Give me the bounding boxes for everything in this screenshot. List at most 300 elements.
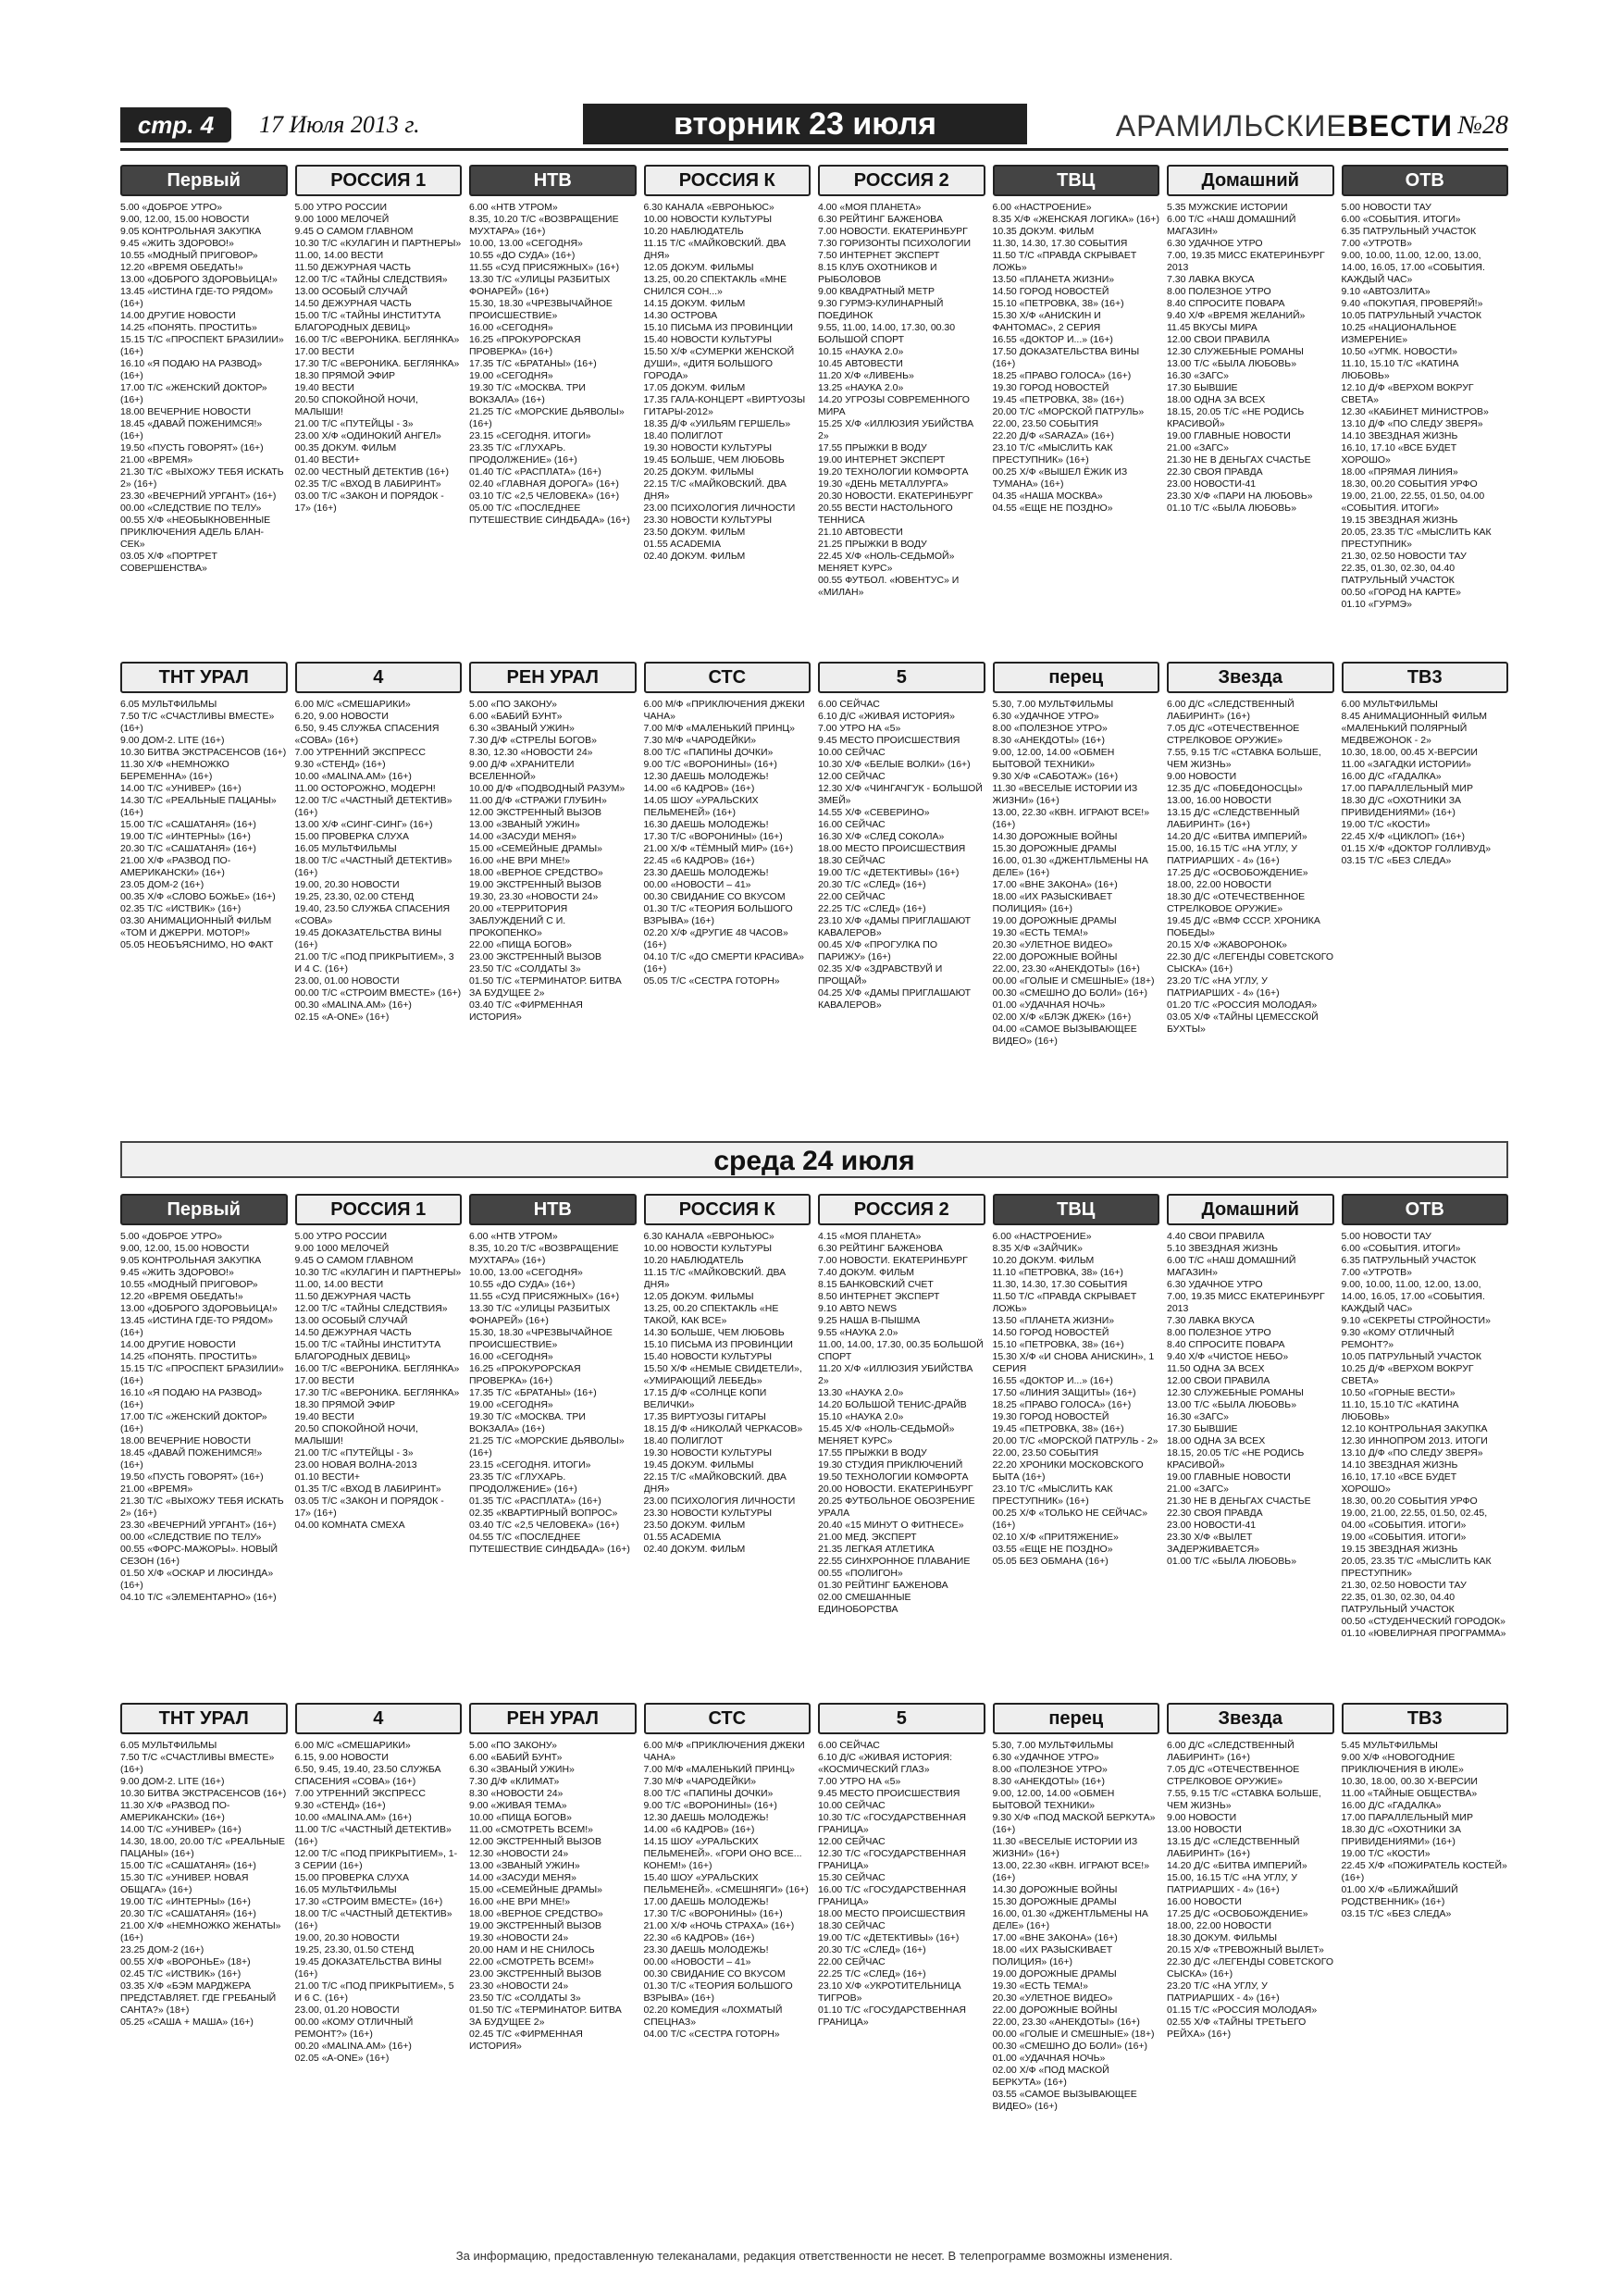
program-item: 17.30 БЫВШИЕ [1167, 382, 1238, 393]
schedule-list [120, 1231, 288, 1604]
program-item: 7.30 ЛАВКА ВКУСА [1167, 274, 1255, 285]
program-item: 21.30 Т/С «ВЫХОЖУ ТЕБЯ ИСКАТЬ 2» (16+) [120, 1496, 284, 1519]
program-item: 00.55 Х/Ф «НЕОБЫКНОВЕННЫЕ ПРИКЛЮЧЕНИЯ АДЕЛЬ БЛАН-СЕК» [120, 515, 271, 550]
program-item: 12.00 Т/С «ЧАСТНЫЙ ДЕТЕКТИВ» (16+) [294, 795, 452, 818]
program-item: 16.05 МУЛЬТФИЛЬМЫ [294, 1884, 397, 1895]
program-item: 14.50 ДЕЖУРНАЯ ЧАСТЬ [294, 298, 412, 309]
program-item: 11.00 ОСТОРОЖНО, МОДЕРН! [294, 783, 436, 794]
program-item: 16.05 МУЛЬТФИЛЬМЫ [294, 843, 397, 854]
program-item: 19.00, 21.00, 22.55, 01.50, 04.00 «СОБЫТИЯ. ИТОГИ» [1341, 490, 1485, 514]
program-item: 13.45 «ИСТИНА ГДЕ-ТО РЯДОМ» (16+) [120, 286, 274, 309]
program-item: 11.50 ОДНА ЗА ВСЕХ [1167, 1363, 1265, 1374]
program-item: 10.30 Х/Ф «БЕЛЫЕ ВОЛКИ» (16+) [818, 759, 971, 770]
program-item: 9.00 ДОМ-2. LITE (16+) [120, 1776, 225, 1787]
program-item: 16.55 «ДОКТОР И...» (16+) [992, 1375, 1113, 1386]
program-item: 5.10 ЗВЕЗДНАЯ ЖИЗНЬ [1167, 1243, 1279, 1254]
program-item: 18.00 ВЕЧЕРНИЕ НОВОСТИ [120, 1435, 252, 1446]
schedule-list [993, 699, 1160, 1048]
program-item: 10.55 «ДО СУДА» (16+) [469, 1279, 576, 1290]
program-item: 19.25, 23.30, 01.50 СТЕНД [294, 1944, 415, 1955]
program-item: 02.40 ДОКУМ. ФИЛЬМ [643, 1544, 746, 1555]
program-item: 11.30 «ВЕСЕЛЫЕ ИСТОРИИ ИЗ ЖИЗНИ» (16+) [992, 1836, 1138, 1859]
program-item: 17.30 Т/С «ВЕРОНИКА. БЕГЛЯНКА» [294, 358, 460, 369]
program-item: 12.05 ДОКУМ. ФИЛЬМЫ [643, 262, 754, 273]
program-item: 13.00 НОВОСТИ [1167, 1824, 1242, 1835]
program-item: 9.00 НОВОСТИ [1167, 771, 1237, 782]
program-item: 8.30 «НОВОСТИ 24» [469, 1788, 564, 1799]
program-item: 18.00 «ИХ РАЗЫСКИВАЕТ ПОЛИЦИЯ» (16+) [992, 891, 1113, 914]
program-item: 02.45 Т/С «ИСТВИК» (16+) [120, 1968, 242, 1980]
program-item: 22.25 Т/С «СЛЕД» (16+) [818, 903, 926, 914]
program-item: 9.00 «ЖИВАЯ ТЕМА» [469, 1800, 567, 1811]
program-item: 22.35, 01.30, 02.30, 04.40 ПАТРУЛЬНЫЙ УЧАСТОК [1341, 563, 1456, 586]
program-item: 21.00 «ВРЕМЯ» [120, 1483, 193, 1495]
program-item: 19.30 «ЕСТЬ ТЕМА!» [992, 927, 1088, 938]
program-item: 5.45 МУЛЬТФИЛЬМЫ [1341, 1740, 1438, 1751]
program-item: 10.30 БИТВА ЭКСТРАСЕНСОВ (16+) [120, 1788, 287, 1799]
channel-logo: РЕН УРАЛ [469, 1703, 637, 1734]
program-item: 23.35 Т/С «ГЛУХАРЬ. ПРОДОЛЖЕНИЕ» (16+) [469, 442, 577, 465]
program-item: 15.00 ПРОВЕРКА СЛУХА [294, 831, 410, 842]
program-item: 01.10 Т/С «ГОСУДАРСТВЕННАЯ ГРАНИЦА» [818, 2004, 966, 2028]
issue-number: №28 [1457, 111, 1508, 140]
program-item: 18.00 ОДНА ЗА ВСЕХ [1167, 1435, 1266, 1446]
program-item: 18.00 МЕСТО ПРОИСШЕСТВИЯ [818, 1908, 966, 1919]
program-item: 15.10 «ПЕТРОВКА, 38» (16+) [992, 1339, 1124, 1350]
wednesday-regional-channels [120, 1703, 1508, 2235]
program-item: 20.40 «15 МИНУТ О ФИТНЕСЕ» [818, 1520, 964, 1531]
program-item: 22.45 Х/Ф «ЦИКЛОП» (16+) [1341, 831, 1465, 842]
program-item: 19.00 ДОРОЖНЫЕ ДРАМЫ [992, 1968, 1117, 1980]
program-item: 13.00 ОСОБЫЙ СЛУЧАЙ [294, 286, 408, 297]
program-item: 19.30 СТУДИЯ ПРИКЛЮЧЕНИЙ [818, 1459, 963, 1471]
program-item: 6.35 ПАТРУЛЬНЫЙ УЧАСТОК [1341, 1255, 1477, 1266]
program-item: 00.25 Х/Ф «ВЫШЕЛ ЁЖИК ИЗ ТУМАНА» (16+) [992, 466, 1128, 490]
program-item: 02.35 «КВАРТИРНЫЙ ВОПРОС» [469, 1508, 618, 1519]
program-item: 19.30, 23.30 «НОВОСТИ 24» [469, 891, 599, 902]
program-item: 21.00 Х/Ф «НЕМНОЖКО ЖЕНАТЫ» (16+) [120, 1920, 281, 1943]
channel-logo: РОССИЯ 1 [295, 165, 463, 196]
program-item: 17.00 Т/С «ЖЕНСКИЙ ДОКТОР» (16+) [120, 382, 267, 405]
program-item: 15.00 «СЕМЕЙНЫЕ ДРАМЫ» [469, 843, 603, 854]
channel-logo: 5 [818, 662, 985, 693]
program-item: 21.30 Т/С «ВЫХОЖУ ТЕБЯ ИСКАТЬ 2» (16+) [120, 466, 284, 490]
schedule-list [818, 1231, 985, 1616]
program-item: 23.30 «ВЕЧЕРНИЙ УРГАНТ» (16+) [120, 1520, 277, 1531]
program-item: 9.45 О САМОМ ГЛАВНОМ [294, 1255, 414, 1266]
program-item: 04.00 КОМНАТА СМЕХА [294, 1520, 405, 1531]
program-item: 19.00 ИНТЕРНЕТ ЭКСПЕРТ [818, 454, 946, 465]
program-item: 19.00 Т/С «ИНТЕРНЫ» (16+) [120, 1896, 251, 1907]
program-item: 6.00 М/С «СМЕШАРИКИ» [294, 699, 411, 710]
channel-column [644, 165, 812, 651]
program-item: 01.40 ВЕСТИ+ [294, 454, 361, 465]
program-item: 04.00 Т/С «СЕСТРА ГОТОРН» [643, 2029, 780, 2040]
program-item: 01.15 Т/С «РОССИЯ МОЛОДАЯ» [1167, 2004, 1318, 2016]
program-item: 19.00 Т/С «ДЕТЕКТИВЫ» (16+) [818, 1932, 960, 1943]
program-item: 15.40 НОВОСТИ КУЛЬТУРЫ [643, 334, 773, 345]
program-item: 10.50 «УГМК. НОВОСТИ» [1341, 346, 1457, 357]
program-item: 19.15 ЗВЕЗДНАЯ ЖИЗНЬ [1341, 515, 1458, 526]
program-item: 10.45 АВТОВЕСТИ [818, 358, 903, 369]
program-item: 22.30 «6 КАДРОВ» (16+) [643, 1932, 755, 1943]
program-item: 23.10 Х/Ф «УКРОТИТЕЛЬНИЦА ТИГРОВ» [818, 1980, 961, 2004]
program-item: 21.00 «ВРЕМЯ» [120, 454, 193, 465]
program-item: 22.00 ДОРОЖНЫЕ ВОЙНЫ [992, 951, 1118, 962]
program-item: 18.00 «ВЕРНОЕ СРЕДСТВО» [469, 1908, 603, 1919]
program-item: 15.30, 18.30 «ЧРЕЗВЫЧАЙНОЕ ПРОИСШЕСТВИЕ» [469, 298, 613, 321]
program-item: 22.20 Д/Ф «SARAZA» (16+) [992, 430, 1115, 441]
program-item: 17.55 ПРЫЖКИ В ВОДУ [818, 1447, 927, 1458]
schedule-list [120, 202, 288, 575]
program-item: 13.30 Т/С «УЛИЦЫ РАЗБИТЫХ ФОНАРЕЙ» (16+) [469, 274, 611, 297]
program-item: 9.00, 12.00, 15.00 НОВОСТИ [120, 1243, 250, 1254]
program-item: 01.35 Т/С «ВХОД В ЛАБИРИНТ» [294, 1483, 441, 1495]
program-item: 23.00, 01.00 НОВОСТИ [294, 975, 400, 987]
program-item: 12.30 СЛУЖЕБНЫЕ РОМАНЫ [1167, 1387, 1304, 1398]
program-item: 21.00 Т/С «ПОД ПРИКРЫТИЕМ», 3 И 4 С. (16+) [294, 951, 454, 974]
program-item: 02.00 ЧЕСТНЫЙ ДЕТЕКТИВ (16+) [294, 466, 450, 478]
program-item: 19.00 Т/С «ИНТЕРНЫ» (16+) [120, 831, 251, 842]
program-item: 6.00 МУЛЬТФИЛЬМЫ [1341, 699, 1438, 710]
program-item: 05.05 НЕОБЪЯСНИМО, НО ФАКТ [120, 939, 274, 950]
program-item: 20.25 ФУТБОЛЬНОЕ ОБОЗРЕНИЕ УРАЛА [818, 1496, 975, 1519]
program-item: 02.55 Х/Ф «ТАЙНЫ ТРЕТЬЕГО РЕЙХА» (16+) [1167, 2017, 1307, 2040]
tuesday-main-channels [120, 165, 1508, 651]
program-item: 6.00 М/Ф «ПРИКЛЮЧЕНИЯ ДЖЕКИ ЧАНА» [643, 1740, 805, 1763]
channel-column [1167, 662, 1334, 1129]
program-item: 00.00 «СЛЕДСТВИЕ ПО ТЕЛУ» [120, 503, 262, 514]
channel-column [120, 1194, 288, 1694]
program-item: 14.00 Т/С «УНИВЕР» (16+) [120, 783, 242, 794]
schedule-list [993, 1231, 1160, 1568]
program-item: 18.30 Д/С «ОХОТНИКИ ЗА ПРИВИДЕНИЯМИ» (16+) [1341, 795, 1462, 818]
program-item: 19.45 БОЛЬШЕ, ЧЕМ ЛЮБОВЬ [643, 454, 785, 465]
program-item: 19.30 «ДЕНЬ МЕТАЛЛУРГА» [818, 478, 948, 490]
program-item: 8.15 БАНКОВСКИЙ СЧЕТ [818, 1279, 934, 1290]
program-item: 14.00 Т/С «УНИВЕР» (16+) [120, 1824, 242, 1835]
program-item: 8.00 Т/С «ПАПИНЫ ДОЧКИ» [643, 1788, 774, 1799]
channel-logo: Звезда [1167, 1703, 1334, 1734]
program-item: 00.00 Т/С «СТРОИМ ВМЕСТЕ» (16+) [294, 987, 462, 999]
program-item: 02.15 «A-ONE» (16+) [294, 1011, 390, 1023]
program-item: 6.00 Д/С «СЛЕДСТВЕННЫЙ ЛАБИРИНТ» (16+) [1167, 1740, 1295, 1763]
program-item: 12.00 СЕЙЧАС [818, 771, 886, 782]
channel-column [993, 165, 1160, 651]
program-item: 6.00 «НТВ УТРОМ» [469, 202, 558, 213]
channel-logo: ТНТ УРАЛ [120, 662, 288, 693]
program-item: 12.10 Д/Ф «ВЕРХОМ ВОКРУГ СВЕТА» [1341, 382, 1474, 405]
channel-column [1342, 165, 1509, 651]
program-item: 18.00 «ПРЯМАЯ ЛИНИЯ» [1341, 466, 1458, 478]
program-item: 5.00 «ДОБРОЕ УТРО» [120, 202, 223, 213]
schedule-list [120, 699, 288, 951]
program-item: 21.00 МЕД. ЭКСПЕРТ [818, 1532, 917, 1543]
program-item: 19.40, 23.50 СЛУЖБА СПАСЕНИЯ «СОВА» [294, 903, 451, 926]
program-item: 10.55 «МОДНЫЙ ПРИГОВОР» [120, 250, 258, 261]
program-item: 16.00 «НЕ ВРИ МНЕ!» [469, 1896, 571, 1907]
program-item: 17.00 Т/С «ЖЕНСКИЙ ДОКТОР» (16+) [120, 1411, 267, 1434]
program-item: 11.30, 14.30, 17.30 СОБЫТИЯ [992, 1279, 1128, 1290]
program-item: 00.55 «ПОЛИГОН» [818, 1568, 903, 1579]
program-item: 02.20 КОМЕДИЯ «ЛОХМАТЫЙ СПЕЦНАЗ» [643, 2004, 783, 2028]
program-item: 03.40 Т/С «2,5 ЧЕЛОВЕКА» (16+) [469, 1520, 620, 1531]
program-item: 23.30 Х/Ф «ВЫЛЕТ ЗАДЕРЖИВАЕТСЯ» [1167, 1532, 1260, 1555]
program-item: 9.40 Х/Ф «ВРЕМЯ ЖЕЛАНИЙ» [1167, 310, 1306, 321]
program-item: 11.50 Т/С «ПРАВДА СКРЫВАЕТ ЛОЖЬ» [992, 250, 1137, 273]
program-item: 14.05 ШОУ «УРАЛЬСКИХ ПЕЛЬМЕНЕЙ» (16+) [643, 795, 759, 818]
channel-column [1167, 165, 1334, 651]
program-item: 03.30 АНИМАЦИОННЫЙ ФИЛЬМ «ТОМ И ДЖЕРРИ. МОТОР!» [120, 915, 272, 938]
program-item: 18.30, 00.20 СОБЫТИЯ УРФО [1341, 1496, 1478, 1507]
channel-column [469, 165, 637, 651]
schedule-list [469, 202, 637, 527]
channel-column [818, 165, 985, 651]
program-item: 13.00 «ДОБРОГО ЗДОРОВЬИЦА!» [120, 1303, 278, 1314]
channel-logo: РОССИЯ 2 [818, 1194, 985, 1225]
program-item: 15.00 Т/С «САШАТАНЯ» (16+) [120, 819, 256, 830]
program-item: 01.30 Т/С «ТЕОРИЯ БОЛЬШОГО ВЗРЫВА» (16+) [643, 1980, 793, 2004]
program-item: 14.50 ГОРОД НОВОСТЕЙ [992, 1327, 1109, 1338]
program-item: 11.10 «ПЕТРОВКА, 38» (16+) [992, 1267, 1123, 1278]
program-item: 14.25 «ПОНЯТЬ. ПРОСТИТЬ» [120, 322, 257, 333]
program-item: 22.15 Т/С «МАЙКОВСКИЙ. ДВА ДНЯ» [643, 478, 787, 502]
day-title-wednesday: среда 24 июля [120, 1141, 1508, 1178]
program-item: 23.05 ДОМ-2 (16+) [120, 879, 204, 890]
program-item: 11.00 «ЗАГАДКИ ИСТОРИИ» [1341, 759, 1471, 770]
channel-logo: Звезда [1167, 662, 1334, 693]
program-item: 13.00, 22.30 «КВН. ИГРАЮТ ВСЕ!» (16+) [992, 1860, 1150, 1883]
program-item: 10.55 «МОДНЫЙ ПРИГОВОР» [120, 1279, 258, 1290]
channel-column [120, 1703, 288, 2235]
program-item: 10.00 НОВОСТИ КУЛЬТУРЫ [643, 214, 773, 225]
program-item: 21.00 Т/С «ПОД ПРИКРЫТИЕМ», 5 И 6 С. (16+) [294, 1980, 454, 2004]
program-item: 22.20 ХРОНИКИ МОСКОВСКОГО БЫТА (16+) [992, 1459, 1144, 1483]
program-item: 20.30 «УЛЕТНОЕ ВИДЕО» [992, 1992, 1113, 2004]
channel-column [993, 1703, 1160, 2235]
channel-logo: РОССИЯ К [644, 165, 812, 196]
program-item: 11.10, 15.10 Т/С «КАТИНА ЛЮБОВЬ» [1341, 1399, 1459, 1422]
program-item: 18.00 МЕСТО ПРОИСШЕСТВИЯ [818, 843, 966, 854]
program-item: 16.25 «ПРОКУРОРСКАЯ ПРОВЕРКА» (16+) [469, 1363, 581, 1386]
program-item: 14.55 Х/Ф «СЕВЕРИНО» [818, 807, 930, 818]
program-item: 15.30 Т/С «УНИВЕР. НОВАЯ ОБЩАГА» (16+) [120, 1872, 249, 1895]
program-item: 15.10 «ПЕТРОВКА, 38» (16+) [992, 298, 1124, 309]
channel-column [295, 662, 463, 1129]
program-item: 00.55 ФУТБОЛ. «ЮВЕНТУС» И «МИЛАН» [818, 575, 960, 598]
program-item: 13.00 Х/Ф «СИНГ-СИНГ» (16+) [294, 819, 433, 830]
program-item: 16.30 «ЗАГС» [1167, 370, 1230, 381]
program-item: 18.15, 20.05 Т/С «НЕ РОДИСЬ КРАСИВОЙ» [1167, 1447, 1305, 1471]
program-item: 02.40 ДОКУМ. ФИЛЬМ [643, 551, 746, 562]
program-item: 22.00, 23.50 СОБЫТИЯ [992, 1447, 1099, 1458]
program-item: 10.00 Д/Ф «ПОДВОДНЫЙ РАЗУМ» [469, 783, 626, 794]
program-item: 17.55 ПРЫЖКИ В ВОДУ [818, 442, 927, 453]
program-item: 12.00 ЭКСТРЕННЫЙ ВЫЗОВ [469, 807, 602, 818]
schedule-list [469, 699, 637, 1024]
program-item: 12.00 Т/С «ТАЙНЫ СЛЕДСТВИЯ» [294, 274, 448, 285]
schedule-list [469, 1740, 637, 2053]
program-item: 18.30 СЕЙЧАС [818, 1920, 886, 1931]
channel-logo: ТВ3 [1342, 662, 1509, 693]
program-item: 10.25 Д/Ф «ВЕРХОМ ВОКРУГ СВЕТА» [1341, 1363, 1474, 1386]
program-item: 23.30 ДАЕШЬ МОЛОДЕЖЬ! [643, 867, 769, 878]
program-item: 11.30 Х/Ф «НЕМНОЖКО БЕРЕМЕННА» (16+) [120, 759, 229, 782]
program-item: 13.10 Д/Ф «ПО СЛЕДУ ЗВЕРЯ» [1341, 1447, 1483, 1458]
schedule-list [818, 1740, 985, 2029]
program-item: 19.45 «ПЕТРОВКА, 38» (16+) [992, 1423, 1124, 1434]
program-item: 22.00 ДОРОЖНЫЕ ВОЙНЫ [992, 2004, 1118, 2016]
program-item: 21.00 «ЗАГС» [1167, 442, 1230, 453]
program-item: 15.00 Т/С «САШАТАНЯ» (16+) [120, 1860, 256, 1871]
program-item: 00.25 Х/Ф «ТОЛЬКО НЕ СЕЙЧАС» (16+) [992, 1508, 1148, 1531]
program-item: 7.00 НОВОСТИ. ЕКАТЕРИНБУРГ [818, 226, 968, 237]
program-item: 15.30 Х/Ф «И СНОВА АНИСКИН», 1 СЕРИЯ [992, 1351, 1155, 1374]
program-item: 00.50 «ГОРОД НА КАРТЕ» [1341, 587, 1461, 598]
program-item: 15.00 ПРОВЕРКА СЛУХА [294, 1872, 410, 1883]
program-item: 8.35, 10.20 Т/С «ВОЗВРАЩЕНИЕ МУХТАРА» (16+) [469, 1243, 619, 1266]
program-item: 5.00 УТРО РОССИИ [294, 202, 387, 213]
program-item: 13.00 Т/С «БЫЛА ЛЮБОВЬ» [1167, 1399, 1297, 1410]
program-item: 04.55 Т/С «ПОСЛЕДНЕЕ ПУТЕШЕСТВИЕ СИНДБАДА» (16+) [469, 1532, 630, 1555]
program-item: 13.30 «НАУКА 2.0» [818, 1387, 904, 1398]
program-item: 23.00 ПСИХОЛОГИЯ ЛИЧНОСТИ [643, 503, 796, 514]
channel-column [644, 662, 812, 1129]
schedule-list [295, 202, 463, 515]
program-item: 13.15 Д/С «СЛЕДСТВЕННЫЙ ЛАБИРИНТ» (16+) [1167, 807, 1300, 830]
program-item: 13.10 Д/Ф «ПО СЛЕДУ ЗВЕРЯ» [1341, 418, 1483, 429]
program-item: 19.30 Т/С «МОСКВА. ТРИ ВОКЗАЛА» (16+) [469, 382, 586, 405]
channel-column [469, 1194, 637, 1694]
channel-logo: НТВ [469, 1194, 637, 1225]
program-item: 6.00 М/Ф «ПРИКЛЮЧЕНИЯ ДЖЕКИ ЧАНА» [643, 699, 805, 722]
program-item: 22.00, 23.50 СОБЫТИЯ [992, 418, 1099, 429]
channel-logo: перец [993, 1703, 1160, 1734]
program-item: 9.30 ГУРМЭ-КУЛИНАРНЫЙ ПОЕДИНОК [818, 298, 944, 321]
program-item: 00.30 «СМЕШНО ДО БОЛИ» (16+) [992, 987, 1148, 999]
program-item: 6.00 Т/С «НАШ ДОМАШНИЙ МАГАЗИН» [1167, 1255, 1296, 1278]
program-item: 11.00 «СМОТРЕТЬ ВСЕМ!» [469, 1824, 594, 1835]
program-item: 21.30, 02.50 НОВОСТИ ТАУ [1341, 1580, 1467, 1591]
program-item: 11.15 Т/С «МАЙКОВСКИЙ. ДВА ДНЯ» [643, 1267, 787, 1290]
program-item: 23.30 «НОВОСТИ 24» [469, 1980, 569, 1992]
program-item: 18.00 Т/С «ЧАСТНЫЙ ДЕТЕКТИВ» (16+) [294, 1908, 452, 1931]
program-item: 20.30 Т/С «СЛЕД» (16+) [818, 879, 926, 890]
program-item: 9.45 О САМОМ ГЛАВНОМ [294, 226, 414, 237]
program-item: 11.00, 14.00 ВЕСТИ [294, 250, 384, 261]
program-item: 16.00 «НЕ ВРИ МНЕ!» [469, 855, 571, 866]
channel-column [818, 662, 985, 1129]
program-item: 04.00 «САМОЕ ВЫЗЫВАЮЩЕЕ ВИДЕО» (16+) [992, 1024, 1137, 1047]
program-item: 23.10 Т/С «МЫСЛИТЬ КАК ПРЕСТУПНИК» (16+) [992, 1483, 1113, 1507]
program-item: 8.45 АНИМАЦИОННЫЙ ФИЛЬМ «МАЛЕНЬКИЙ ПОЛЯРНЫЙ МЕДВЕЖОНОК - 2» [1341, 711, 1487, 746]
program-item: 18.15, 20.05 Т/С «НЕ РОДИСЬ КРАСИВОЙ» [1167, 406, 1305, 429]
program-item: 10.05 ПАТРУЛЬНЫЙ УЧАСТОК [1341, 1351, 1481, 1362]
program-item: 17.35 ВИРТУОЗЫ ГИТАРЫ [643, 1411, 766, 1422]
program-item: 9.45 «ЖИТЬ ЗДОРОВО!» [120, 238, 234, 249]
issue-date: 17 Июля 2013 г. [259, 111, 420, 138]
program-item: 20.25 ДОКУМ. ФИЛЬМЫ [643, 466, 754, 478]
channel-logo: ОТВ [1342, 1194, 1509, 1225]
channel-column [1342, 662, 1509, 1129]
program-item: 9.00, 12.00, 14.00 «ОБМЕН БЫТОВОЙ ТЕХНИКИ» [992, 747, 1115, 770]
program-item: 14.30 ДОРОЖНЫЕ ВОЙНЫ [992, 831, 1118, 842]
program-item: 8.15 КЛУБ ОХОТНИКОВ И РЫБОЛОВОВ [818, 262, 937, 285]
program-item: 8.40 СПРОСИТЕ ПОВАРА [1167, 1339, 1285, 1350]
program-item: 16.00 Т/С «ВЕРОНИКА. БЕГЛЯНКА» [294, 334, 460, 345]
program-item: 19.25, 23.30, 02.00 СТЕНД [294, 891, 415, 902]
program-item: 21.30 НЕ В ДЕНЬГАХ СЧАСТЬЕ [1167, 1496, 1311, 1507]
program-item: 22.00 СЕЙЧАС [818, 1956, 886, 1967]
program-item: 12.00 СВОИ ПРАВИЛА [1167, 1375, 1270, 1386]
program-item: 02.20 Х/Ф «ДРУГИЕ 48 ЧАСОВ» (16+) [643, 927, 788, 950]
program-item: 13.30 Т/С «УЛИЦЫ РАЗБИТЫХ ФОНАРЕЙ» (16+) [469, 1303, 611, 1326]
program-item: 19.45 ДОКУМ. ФИЛЬМЫ [643, 1459, 754, 1471]
program-item: 03.55 «САМОЕ ВЫЗЫВАЮЩЕЕ ВИДЕО» (16+) [992, 2089, 1137, 2112]
channel-column [295, 1194, 463, 1694]
program-item: 23.00 НОВАЯ ВОЛНА-2013 [294, 1459, 417, 1471]
program-item: 16.30 Х/Ф «СЛЕД СОКОЛА» [818, 831, 945, 842]
program-item: 7.30 Д/Ф «КЛИМАТ» [469, 1776, 560, 1787]
channel-column [644, 1194, 812, 1694]
program-item: 22.00, 23.30 «АНЕКДОТЫ» (16+) [992, 963, 1140, 974]
schedule-list [1167, 699, 1334, 1036]
program-item: 13.00 ОСОБЫЙ СЛУЧАЙ [294, 1315, 408, 1326]
program-item: 19.30 Т/С «МОСКВА. ТРИ ВОКЗАЛА» (16+) [469, 1411, 586, 1434]
program-item: 01.20 Т/С «РОССИЯ МОЛОДАЯ» [1167, 999, 1318, 1011]
program-item: 12.30 Т/С «ГОСУДАРСТВЕННАЯ ГРАНИЦА» [818, 1848, 966, 1871]
program-item: 14.00 «ЗАСУДИ МЕНЯ» [469, 1872, 576, 1883]
program-item: 23.00 ЭКСТРЕННЫЙ ВЫЗОВ [469, 1968, 602, 1980]
program-item: 01.30 Т/С «ТЕОРИЯ БОЛЬШОГО ВЗРЫВА» (16+) [643, 903, 793, 926]
program-item: 14.30 Т/С «РЕАЛЬНЫЕ ПАЦАНЫ» (16+) [120, 795, 277, 818]
program-item: 9.30 «КОМУ ОТЛИЧНЫЙ РЕМОНТ?» [1341, 1327, 1455, 1350]
program-item: 21.30 НЕ В ДЕНЬГАХ СЧАСТЬЕ [1167, 454, 1311, 465]
program-item: 19.45 ДОКАЗАТЕЛЬСТВА ВИНЫ (16+) [294, 927, 442, 950]
program-item: 14.00 «6 КАДРОВ» (16+) [643, 783, 755, 794]
program-item: 8.35 Х/Ф «ЖЕНСКАЯ ЛОГИКА» (16+) [992, 214, 1159, 225]
program-item: 23.50 ДОКУМ. ФИЛЬМ [643, 1520, 746, 1531]
program-item: 17.30 «СТРОИМ ВМЕСТЕ» (16+) [294, 1896, 443, 1907]
program-item: 23.30 НОВОСТИ КУЛЬТУРЫ [643, 1508, 773, 1519]
program-item: 21.00 Т/С «ПУТЕЙЦЫ - 3» [294, 418, 414, 429]
program-item: 16.00 Д/С «ГАДАЛКА» [1341, 1800, 1442, 1811]
program-item: 6.30 «ЗВАНЫЙ УЖИН» [469, 1764, 575, 1775]
program-item: 00.30 «MALINA.AM» (16+) [294, 999, 412, 1011]
program-item: 9.30 «СТЕНД» (16+) [294, 759, 386, 770]
program-item: 9.10 АВТО NEWS [818, 1303, 898, 1314]
program-item: 23.30 ДАЕШЬ МОЛОДЕЖЬ! [643, 1944, 769, 1955]
program-item: 11.55 «СУД ПРИСЯЖНЫХ» (16+) [469, 1291, 620, 1302]
program-item: 00.30 «СМЕШНО ДО БОЛИ» (16+) [992, 2041, 1148, 2052]
program-item: 23.10 Х/Ф «ДАМЫ ПРИГЛАШАЮТ КАВАЛЕРОВ» [818, 915, 972, 938]
program-item: 23.00 ПСИХОЛОГИЯ ЛИЧНОСТИ [643, 1496, 796, 1507]
schedule-list [1167, 1231, 1334, 1568]
program-item: 8.00 ПОЛЕЗНОЕ УТРО [1167, 286, 1271, 297]
schedule-list [644, 1740, 812, 2041]
program-item: 17.25 Д/С «ОСВОБОЖДЕНИЕ» [1167, 867, 1308, 878]
program-item: 14.50 ДЕЖУРНАЯ ЧАСТЬ [294, 1327, 412, 1338]
program-item: 19.00, 20.30 НОВОСТИ [294, 1932, 400, 1943]
program-item: 20.55 ВЕСТИ НАСТОЛЬНОГО ТЕННИСА [818, 503, 953, 526]
program-item: 19.20 ТЕХНОЛОГИИ КОМФОРТА [818, 466, 969, 478]
program-item: 7.00 УТРЕННИЙ ЭКСПРЕСС [294, 1788, 426, 1799]
program-item: 05.05 Т/С «СЕСТРА ГОТОРН» [643, 975, 780, 987]
program-item: 19.00 ДОРОЖНЫЕ ДРАМЫ [992, 915, 1117, 926]
program-item: 18.45 «ДАВАЙ ПОЖЕНИМСЯ!» (16+) [120, 1447, 263, 1471]
program-item: 5.00 «ДОБРОЕ УТРО» [120, 1231, 223, 1242]
program-item: 9.00 Х/Ф «НОВОГОДНИЕ ПРИКЛЮЧЕНИЯ В ИЮЛЕ» [1341, 1752, 1464, 1775]
